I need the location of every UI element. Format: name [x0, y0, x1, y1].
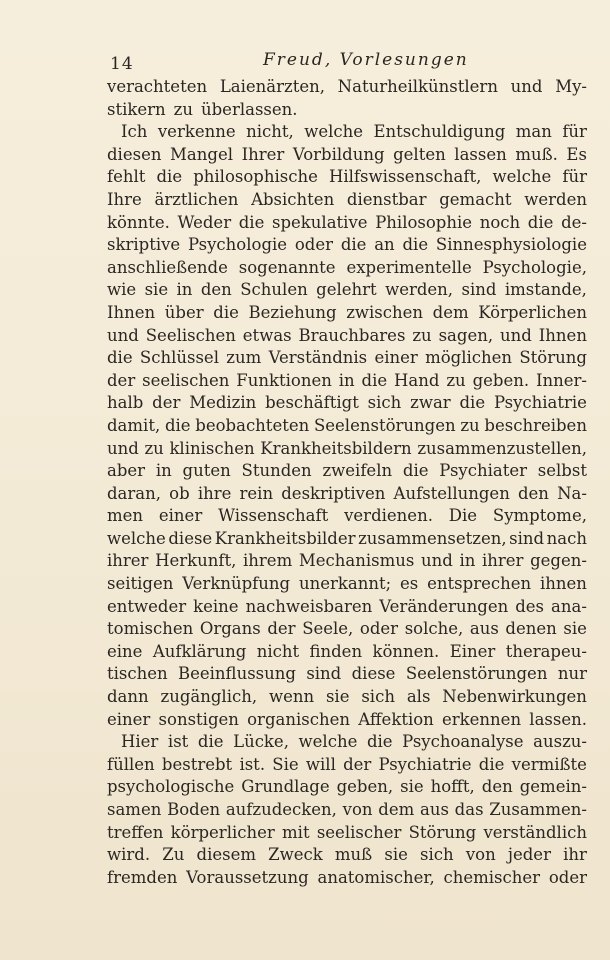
text-line: anschließende sogenannte experimentelle Psychologie, [107, 257, 587, 277]
text-line: entweder keine nachweisbaren Veränderungen des ana- [107, 596, 587, 616]
page-header [110, 50, 580, 76]
text-line: füllen bestrebt ist. Sie will der Psychiatrie die vermißte [107, 754, 587, 774]
text-line: und zu klinischen Krankheitsbildern zusammenzustellen, [107, 438, 587, 458]
text-line: tischen Beeinflussung sind diese Seelenstörungen nur [107, 664, 587, 684]
text-line: treffen körperlicher mit seelischer Störung verständlich [107, 822, 587, 842]
text-line: könnte. Weder die spekulative Philosophie noch die de- [107, 212, 587, 232]
text-line: der seelischen Funktionen in die Hand zu geben. Inner- [107, 370, 587, 390]
text-line: verachteten Laienärzten, Naturheilkünstlern und My- [107, 77, 587, 96]
text-line: fremden Voraussetzung anatomischer, chemischer oder [107, 867, 587, 887]
text-line: daran, ob ihre rein deskriptiven Aufstellungen den Na- [107, 483, 587, 503]
text-line: skriptive Psychologie oder die an die Sinnesphysiologie [107, 235, 587, 255]
text-line: welche diese Krankheitsbilder zusammensetzen, sind nach [107, 528, 587, 548]
text-line: Ihre ärztlichen Absichten dienstbar gemacht werden [107, 189, 587, 209]
text-line: einer sonstigen organischen Affektion erkennen lassen. [107, 709, 587, 729]
text-line: men einer Wissenschaft verdienen. Die Symptome, [107, 506, 587, 526]
text-line: wird. Zu diesem Zweck muß sie sich von jeder ihr [107, 845, 587, 865]
text-line: aber in guten Stunden zweifeln die Psychiater selbst [107, 461, 587, 481]
running-head: Freud, Vorlesungen [263, 50, 469, 70]
text-line: und Seelischen etwas Brauchbares zu sagen, und Ihnen [107, 325, 587, 345]
text-line: damit, die beobachteten Seelenstörungen zu beschreiben [107, 415, 587, 435]
text-line: halb der Medizin beschäftigt sich zwar die Psychiatrie [107, 393, 587, 413]
text-line: fehlt die philosophische Hilfswissenschaft, welche für [107, 167, 587, 187]
text-line: eine Aufklärung nicht finden können. Einer therapeu- [107, 641, 587, 661]
text-line: Hier ist die Lücke, welche die Psychoanalyse auszu- [121, 732, 587, 752]
text-line: Ihnen über die Beziehung zwischen dem Körperlichen [107, 302, 587, 322]
text-line: Ich verkenne nicht, welche Entschuldigung man für [121, 122, 587, 142]
text-line: ihrer Herkunft, ihrem Mechanismus und in ihrer gegen- [107, 551, 587, 571]
text-line: tomischen Organs der Seele, oder solche, aus denen sie [107, 619, 587, 639]
text-line: dann zugänglich, wenn sie sich als Nebenwirkungen [107, 687, 587, 707]
page-number: 14 [110, 54, 134, 74]
text-line: seitigen Verknüpfung unerkannt; es entsprechen ihnen [107, 574, 587, 594]
text-line: stikern zu überlassen. [107, 99, 298, 119]
text-line: wie sie in den Schulen gelehrt werden, sind imstande, [107, 280, 587, 300]
text-line: samen Boden aufzudecken, von dem aus das Zusammen- [107, 800, 587, 819]
body-text [107, 76, 587, 889]
text-line: die Schlüssel zum Verständnis einer möglichen Störung [107, 348, 587, 368]
text-line: psychologische Grundlage geben, sie hofft, den gemein- [107, 777, 587, 797]
text-line: diesen Mangel Ihrer Vorbildung gelten lassen muß. Es [107, 144, 587, 164]
